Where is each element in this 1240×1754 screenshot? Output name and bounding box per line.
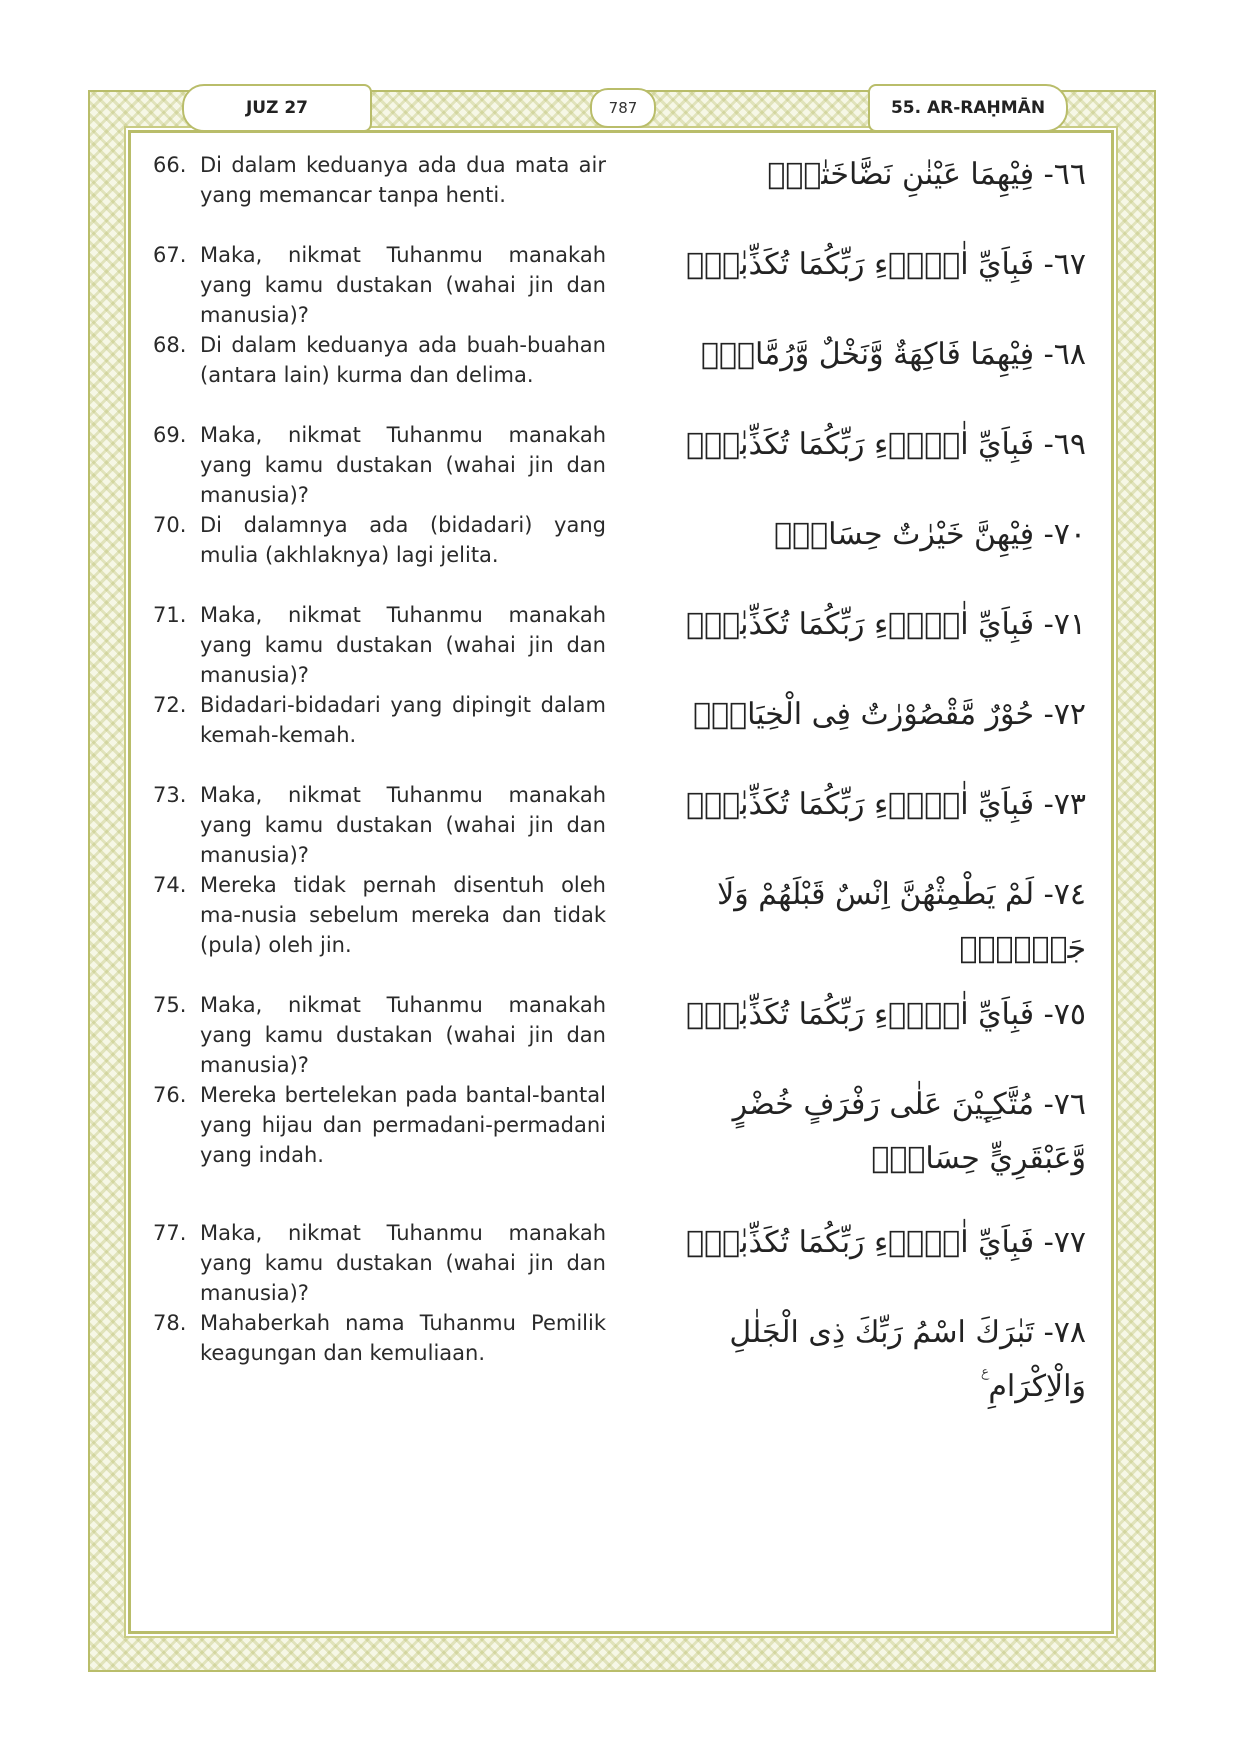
verse-translation: Di dalam keduanya ada dua mata air yang memancar tanpa henti. bbox=[200, 153, 606, 207]
juz-label: JUZ 27 bbox=[182, 84, 372, 132]
verse-number: 66. bbox=[153, 153, 187, 177]
verse-arabic: ٦٧- فَبِاَيِّ اٰلَاۤءِ رَبِّكُمَا تُكَذِّبٰنِۚ bbox=[686, 247, 1086, 282]
verse-translation: Di dalam keduanya ada buah-buahan (antara lain) kurma dan delima. bbox=[200, 333, 606, 387]
verse-arabic: ٧٨- تَبٰرَكَ اسْمُ رَبِّكَ ذِى الْجَلٰلِ وَالْاِكْرَامِ ࣖ bbox=[729, 1315, 1086, 1404]
verse-arabic: ٧٢- حُوْرٌ مَّقْصُوْرٰتٌ فِى الْخِيَامِۚ bbox=[693, 697, 1086, 732]
verse-arabic: ٧١- فَبِاَيِّ اٰلَاۤءِ رَبِّكُمَا تُكَذِّبٰنِۚ bbox=[686, 607, 1086, 642]
verse-arabic: ٧٠- فِيْهِنَّ خَيْرٰتٌ حِسَانٌۚ bbox=[774, 517, 1086, 552]
verse-number: 78. bbox=[153, 1311, 187, 1335]
verse-number: 71. bbox=[153, 603, 187, 627]
verse-translation: Di dalamnya ada (bidadari) yang mulia (akhlaknya) lagi jelita. bbox=[200, 513, 606, 567]
verse-arabic: ٦٩- فَبِاَيِّ اٰلَاۤءِ رَبِّكُمَا تُكَذِّبٰنِۚ bbox=[686, 427, 1086, 462]
verse-translation: Mereka bertelekan pada bantal-bantal yang hijau dan permadani-permadani yang indah. bbox=[200, 1083, 606, 1167]
page-number: 787 bbox=[590, 88, 656, 128]
verse-arabic: ٧٣- فَبِاَيِّ اٰلَاۤءِ رَبِّكُمَا تُكَذِّبٰنِۚ bbox=[686, 787, 1086, 822]
verse-arabic: ٧٧- فَبِاَيِّ اٰلَاۤءِ رَبِّكُمَا تُكَذِّبٰنِۚ bbox=[686, 1225, 1086, 1260]
verse-translation: Mereka tidak pernah disentuh oleh ma-nusia sebelum mereka dan tidak (pula) oleh jin. bbox=[200, 873, 606, 957]
verse-arabic: ٧٥- فَبِاَيِّ اٰلَاۤءِ رَبِّكُمَا تُكَذِّبٰنِۚ bbox=[686, 997, 1086, 1032]
verse-translation: Maka, nikmat Tuhanmu manakah yang kamu dustakan (wahai jin dan manusia)? bbox=[200, 1221, 606, 1305]
verse-translation: Mahaberkah nama Tuhanmu Pemilik keagungan dan kemuliaan. bbox=[200, 1311, 606, 1365]
verse-number: 70. bbox=[153, 513, 187, 537]
surah-title: 55. AR-RAḤMĀN bbox=[868, 84, 1068, 132]
verse-arabic: ٧٦- مُتَّكِـِٕيْنَ عَلٰى رَفْرَفٍ خُضْرٍ وَّعَبْقَرِيٍّ حِسَانٍۚ bbox=[732, 1087, 1086, 1176]
verse-number: 69. bbox=[153, 423, 187, 447]
verse-number: 72. bbox=[153, 693, 187, 717]
verse-arabic: ٦٨- فِيْهِمَا فَاكِهَةٌ وَّنَخْلٌ وَّرُمَّانٌۚ bbox=[700, 337, 1086, 372]
verse-translation: Maka, nikmat Tuhanmu manakah yang kamu dustakan (wahai jin dan manusia)? bbox=[200, 243, 606, 327]
verse-number: 68. bbox=[153, 333, 187, 357]
verse-number: 73. bbox=[153, 783, 187, 807]
verse-translation: Maka, nikmat Tuhanmu manakah yang kamu dustakan (wahai jin dan manusia)? bbox=[200, 783, 606, 867]
verse-number: 74. bbox=[153, 873, 187, 897]
verse-arabic: ٦٦- فِيْهِمَا عَيْنٰنِ نَضَّاخَتٰنِۚ bbox=[767, 157, 1086, 192]
verse-number: 75. bbox=[153, 993, 187, 1017]
verse-number: 67. bbox=[153, 243, 187, 267]
verse-translation: Bidadari-bidadari yang dipingit dalam kemah-kemah. bbox=[200, 693, 606, 747]
verse-translation: Maka, nikmat Tuhanmu manakah yang kamu dustakan (wahai jin dan manusia)? bbox=[200, 603, 606, 687]
verse-translation: Maka, nikmat Tuhanmu manakah yang kamu dustakan (wahai jin dan manusia)? bbox=[200, 423, 606, 507]
verse-translation: Maka, nikmat Tuhanmu manakah yang kamu dustakan (wahai jin dan manusia)? bbox=[200, 993, 606, 1077]
verse-arabic: ٧٤- لَمْ يَطْمِثْهُنَّ اِنْسٌ قَبْلَهُمْ وَلَا جَاۤنٌّۚ bbox=[717, 877, 1086, 966]
verse-number: 76. bbox=[153, 1083, 187, 1107]
verse-number: 77. bbox=[153, 1221, 187, 1245]
